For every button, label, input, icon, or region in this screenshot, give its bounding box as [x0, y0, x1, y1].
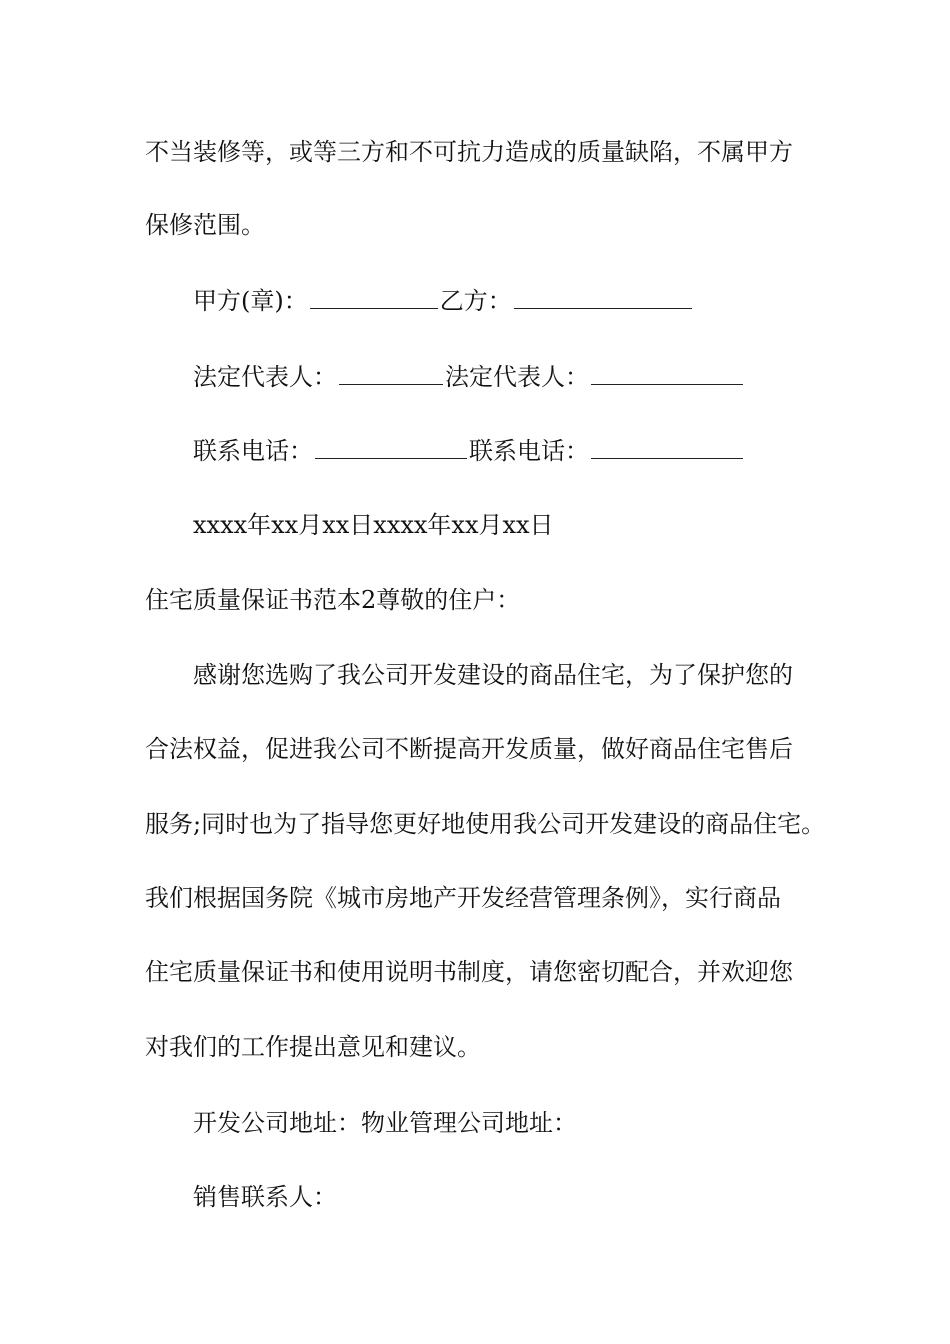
phone-b-label: 联系电话： [469, 437, 589, 465]
rep-a-label: 法定代表人： [193, 363, 337, 391]
phone-a-label: 联系电话： [193, 437, 313, 465]
paragraph-line: 住宅质量保证书和使用说明书制度，请您密切配合，并欢迎您 [145, 958, 793, 986]
rep-b-label: 法定代表人： [445, 363, 589, 391]
rep-b-blank [591, 364, 743, 385]
paragraph-line: 合法权益，促进我公司不断提高开发质量，做好商品住宅售后 [145, 735, 793, 763]
section-heading: 住宅质量保证书范本2尊敬的住户： [145, 586, 521, 614]
rep-a-blank [339, 364, 443, 385]
party-a-blank [310, 288, 438, 309]
paragraph-line: 我们根据国务院《城市房地产开发经营管理条例》，实行商品 [145, 884, 781, 912]
signature-row-party [193, 286, 694, 316]
sales-contact-line: 销售联系人： [193, 1183, 337, 1211]
signature-row-representative [193, 362, 745, 392]
signature-row-phone [193, 436, 745, 466]
phone-a-blank [315, 438, 467, 459]
party-b-blank [514, 288, 692, 309]
address-line: 开发公司地址：物业管理公司地址： [193, 1109, 577, 1137]
paragraph-line: 对我们的工作提出意见和建议。 [145, 1033, 481, 1061]
text-line: 不当装修等，或等三方和不可抗力造成的质量缺陷，不属甲方 [145, 138, 793, 166]
paragraph-line: 服务;同时也为了指导您更好地使用我公司开发建设的商品住宅。 [145, 810, 826, 838]
party-a-label: 甲方(章)： [193, 287, 308, 315]
text-line: 保修范围。 [145, 211, 265, 239]
paragraph-line: 感谢您选购了我公司开发建设的商品住宅，为了保护您的 [193, 661, 793, 689]
party-b-label: 乙方： [439, 287, 512, 315]
phone-b-blank [591, 438, 743, 459]
date-line: xxxx年xx月xx日xxxx年xx月xx日 [193, 511, 554, 539]
